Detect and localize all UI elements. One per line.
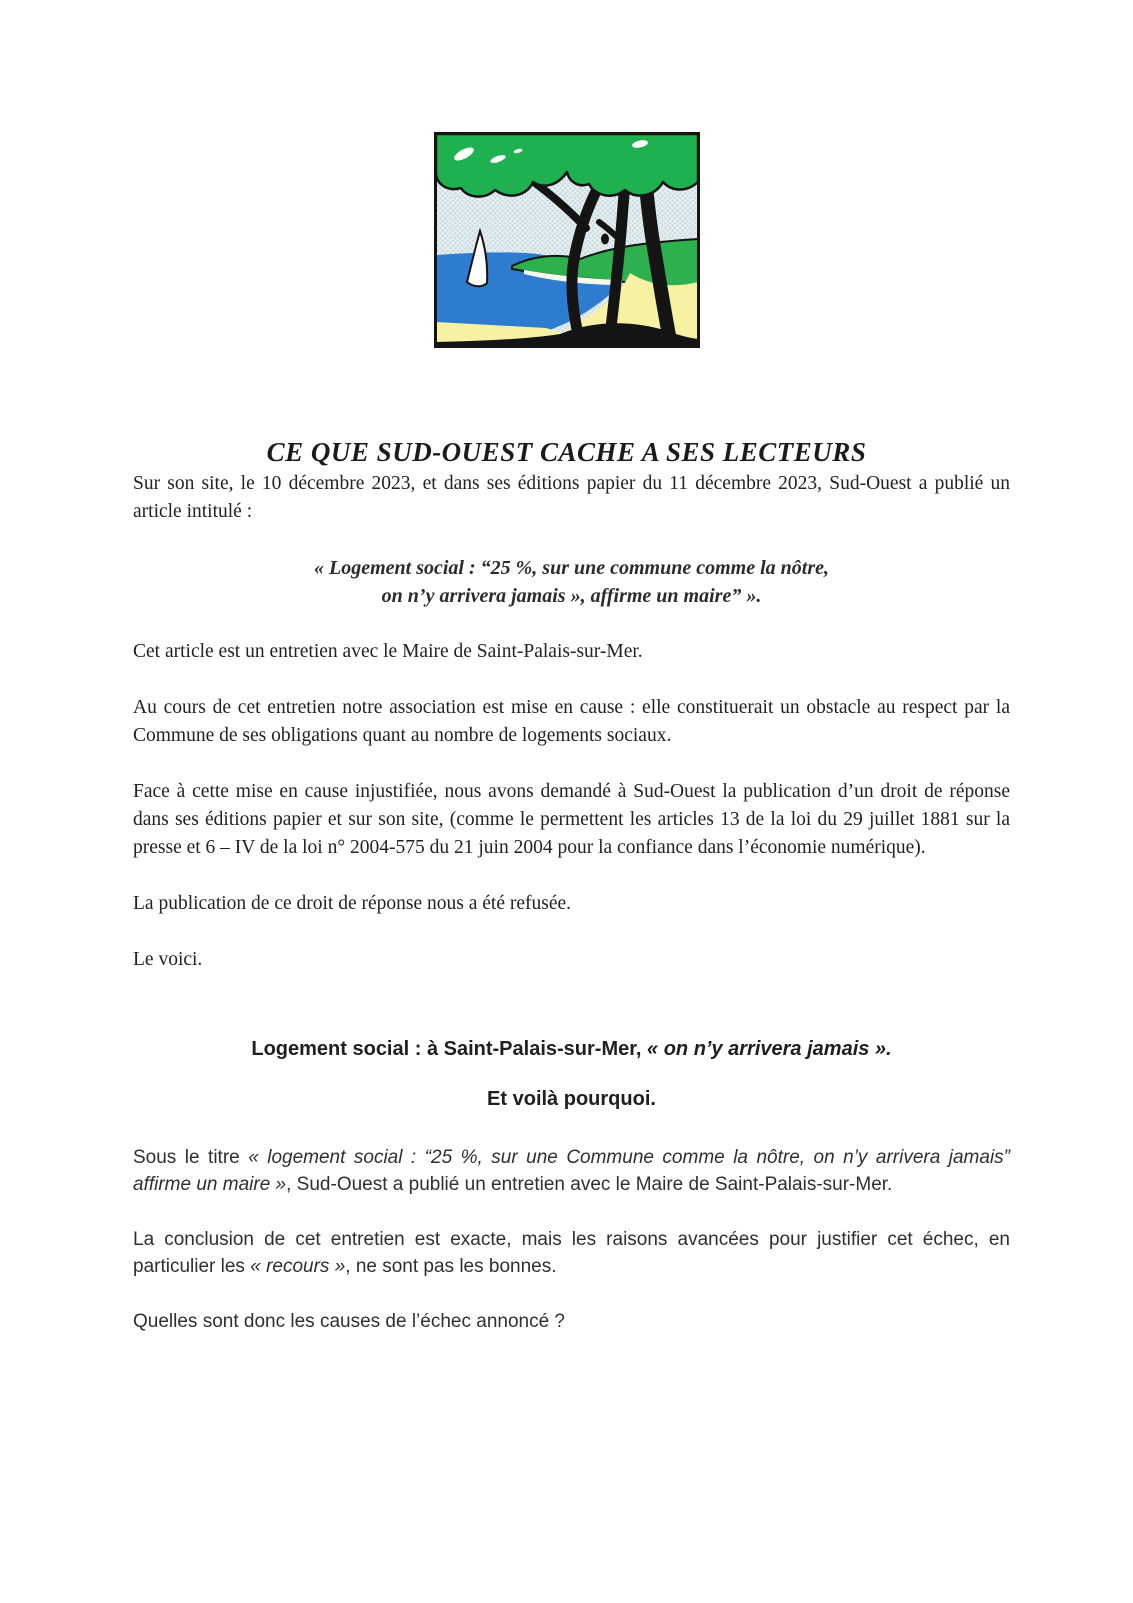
response-paragraph-2 bbox=[133, 1226, 1010, 1280]
intro-paragraph-6: Le voici. bbox=[133, 949, 203, 971]
article-title-quote-line-1: « Logement social : “25 %, sur une commune comme la nôtre, bbox=[314, 557, 829, 580]
intro-paragraph-4: Face à cette mise en cause injustifiée, nous avons demandé à Sud-Ouest la publication d’un droit de réponse dans ses éditions papier et sur son site, (comme le permettent les articles 13 de la loi du 29 juillet 1881 sur la presse et 6 – IV de la loi n° 2004-575 du 21 juin 2004 pour la confiance dans l’économie numérique). bbox=[133, 781, 1010, 859]
response-paragraph-1-before: Sous le titre bbox=[133, 1147, 249, 1169]
coastal-scene-logo-image bbox=[434, 132, 700, 348]
response-paragraph-2-before: La conclusion de cet entretien est exacte, mais les raisons avancées pour justifier cet échec, en particulier les bbox=[133, 1229, 1010, 1278]
intro-paragraph-5: La publication de ce droit de réponse nous a été refusée. bbox=[133, 893, 572, 915]
logo-trunk-knot bbox=[601, 234, 609, 245]
document-title: CE QUE SUD-OUEST CACHE A SES LECTEURS bbox=[266, 437, 867, 467]
response-paragraph-1-after: , Sud-Ouest a publié un entretien avec le Maire de Saint-Palais-sur-Mer. bbox=[286, 1174, 893, 1196]
intro-paragraph-1: Sur son site, le 10 décembre 2023, et dans ses éditions papier du 11 décembre 2023, Sud-Ouest a publié un article intitulé : bbox=[133, 473, 1010, 523]
response-paragraph-3: Quelles sont donc les causes de l’échec annoncé ? bbox=[133, 1311, 565, 1333]
association-logo bbox=[0, 0, 1133, 353]
response-paragraph-2-quote: « recours » bbox=[250, 1256, 346, 1278]
intro-paragraph-2: Cet article est un entretien avec le Maire de Saint-Palais-sur-Mer. bbox=[133, 641, 643, 663]
response-heading-quote: « on n’y arrivera jamais ». bbox=[647, 1038, 892, 1061]
response-heading-plain: Logement social : à Saint-Palais-sur-Mer, bbox=[251, 1038, 648, 1061]
intro-paragraph-3: Au cours de cet entretien notre association est mise en cause : elle constituerait un obstacle au respect par la Commune de ses obligations quant au nombre de logements sociaux. bbox=[133, 697, 1010, 747]
response-subheading: Et voilà pourquoi. bbox=[487, 1088, 656, 1111]
response-paragraph-1-quote: « logement social : “25 %, sur une Commune comme la nôtre, on n’y arrivera jamais” affirme un maire » bbox=[133, 1147, 1011, 1196]
response-paragraph-2-after: , ne sont pas les bonnes. bbox=[345, 1256, 557, 1278]
response-paragraph-1 bbox=[133, 1144, 1010, 1198]
document-body bbox=[0, 470, 1133, 1423]
article-title-quote bbox=[133, 554, 1010, 610]
article-title-quote-line-2: on n’y arrivera jamais », affirme un maire” ». bbox=[381, 585, 762, 608]
response-heading bbox=[133, 1036, 1010, 1062]
